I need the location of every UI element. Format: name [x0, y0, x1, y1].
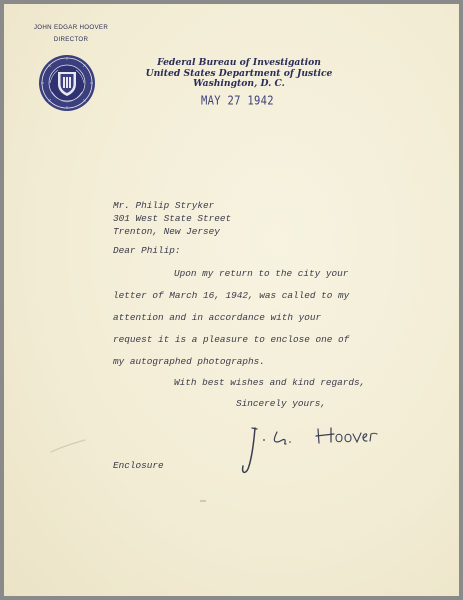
body-line: letter of March 16, 1942, was called to my [113, 290, 350, 301]
salutation: Dear Philip: [113, 245, 181, 256]
regards-line: With best wishes and kind regards, [174, 377, 366, 388]
fbi-seal-icon [38, 54, 96, 112]
enclosure-note: Enclosure [113, 460, 164, 471]
sender-name: JOHN EDGAR HOOVER [33, 24, 109, 31]
letterhead [144, 58, 334, 90]
body-line: attention and in accordance with your [113, 312, 322, 323]
recipient-street: 301 West State Street [113, 213, 232, 224]
body-line: my autographed photographs. [113, 356, 265, 367]
recipient-name: Mr. Philip Stryker [113, 200, 215, 211]
sender-block [26, 22, 116, 46]
paper-speck [200, 500, 206, 502]
letterhead-department: United States Department of Justice [145, 67, 333, 79]
handwritten-signature-icon [237, 422, 387, 480]
recipient-city: Trenton, New Jersey [113, 226, 220, 237]
body-line: request it is a pleasure to enclose one of [113, 334, 350, 345]
date-stamp: MAY 27 1942 [201, 94, 274, 108]
body-line: Upon my return to the city your [174, 268, 349, 279]
paper-crease-mark [49, 436, 89, 456]
letterhead-agency: Federal Bureau of Investigation [157, 57, 321, 68]
letterhead-city: Washington, D. C. [193, 78, 285, 89]
closing-line: Sincerely yours, [236, 398, 327, 409]
sender-title: DIRECTOR [53, 36, 89, 43]
